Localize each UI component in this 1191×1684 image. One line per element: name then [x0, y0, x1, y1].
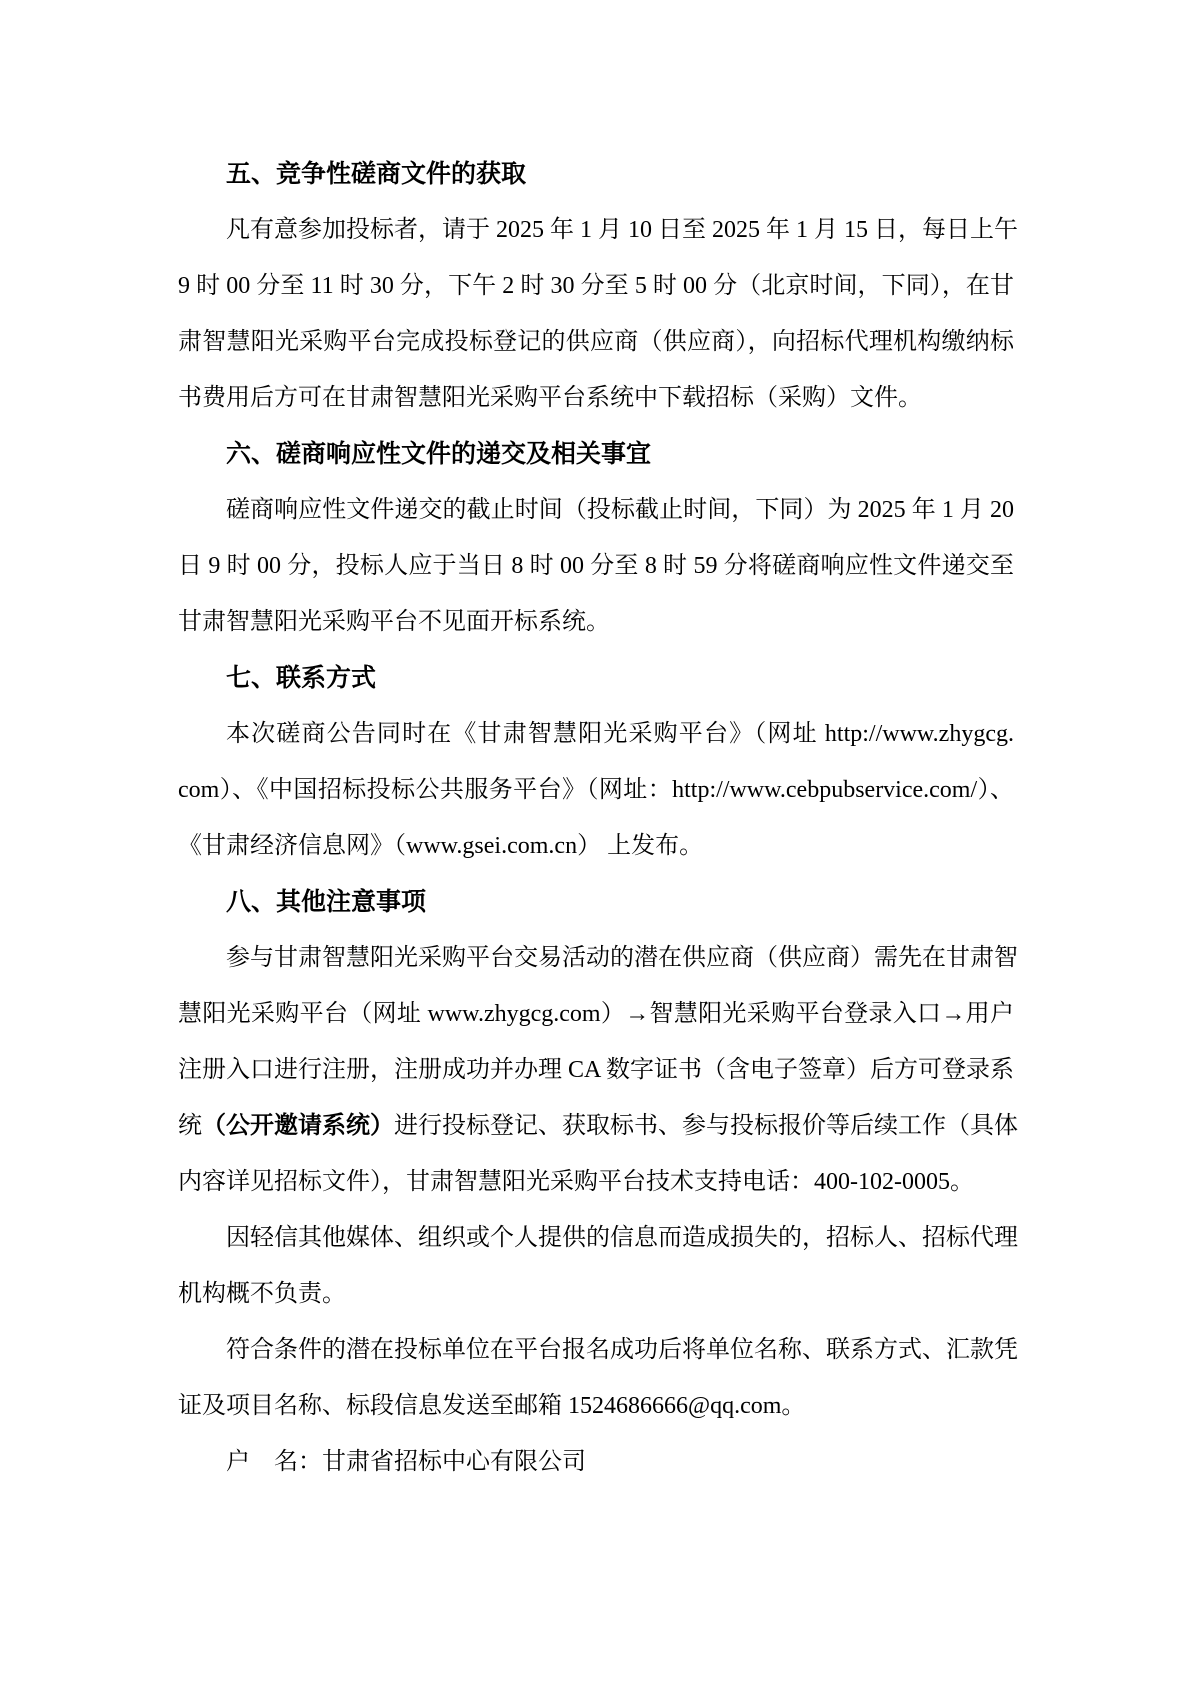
- section-8-line-1: 参与甘肃智慧阳光采购平台交易活动的潜在供应商（供应商）需先在甘肃智: [226, 945, 1018, 971]
- section-8-heading: 八、其他注意事项: [226, 888, 427, 916]
- section-8-line-5: 内容详见招标文件），甘肃智慧阳光采购平台技术支持电话：400-102-0005。: [178, 1169, 974, 1195]
- section-8-line-3: 注册入口进行注册，注册成功并办理 CA 数字证书（含电子签章）后方可登录系: [178, 1057, 1015, 1083]
- section-8-line-4: [178, 1098, 1018, 1154]
- section-5-line-2: 9 时 00 分至 11 时 30 分，下午 2 时 30 分至 5 时 00 分（北京时间，下同），在甘: [178, 273, 1014, 299]
- section-5-heading: 五、竞争性磋商文件的获取: [226, 160, 527, 188]
- section-5-line-3: 肃智慧阳光采购平台完成投标登记的供应商（供应商），向招标代理机构缴纳标: [178, 329, 1014, 355]
- line-4-pre-text: 统: [178, 1113, 202, 1139]
- section-5-line-4: 书费用后方可在甘肃智慧阳光采购平台系统中下载招标（采购）文件。: [178, 385, 922, 411]
- open-invitation-system-bold-text: （公开邀请系统）: [202, 1112, 394, 1139]
- section-7-line-3: 《甘肃经济信息网》（www.gsei.com.cn） 上发布。: [178, 833, 704, 859]
- section-5-line-1: 凡有意参加投标者，请于 2025 年 1 月 10 日至 2025 年 1 月 15 日，每日上午: [226, 217, 1018, 243]
- section-8-line-8: 符合条件的潜在投标单位在平台报名成功后将单位名称、联系方式、汇款凭: [226, 1337, 1018, 1363]
- section-8-line-2: 慧阳光采购平台（网址 www.zhygcg.com）→智慧阳光采购平台登录入口→用户: [178, 1001, 1014, 1027]
- section-7-line-1: 本次磋商公告同时在《甘肃智慧阳光采购平台》（网址 http://www.zhygcg.: [226, 721, 1014, 747]
- section-8-other-notices: [178, 874, 1018, 1490]
- section-5-acquisition-of-documents: [178, 146, 1018, 426]
- section-6-line-3: 甘肃智慧阳光采购平台不见面开标系统。: [178, 609, 610, 635]
- section-6-heading: 六、磋商响应性文件的递交及相关事宜: [226, 440, 652, 468]
- account-name-line: 户 名：甘肃省招标中心有限公司: [226, 1449, 586, 1475]
- section-8-line-9: 证及项目名称、标段信息发送至邮箱 1524686666@qq.com。: [178, 1393, 806, 1419]
- line-4-post-text: 进行投标登记、获取标书、参与投标报价等后续工作（具体: [394, 1113, 1018, 1139]
- section-6-line-1: 磋商响应性文件递交的截止时间（投标截止时间，下同）为 2025 年 1 月 20: [226, 497, 1014, 523]
- section-8-line-7: 机构概不负责。: [178, 1281, 346, 1307]
- section-7-contact-information: [178, 650, 1014, 874]
- section-7-heading: 七、联系方式: [226, 664, 377, 692]
- section-7-line-2: com）、《中国招标投标公共服务平台》（网址：http://www.cebpubservice.com/）、: [178, 777, 1014, 803]
- section-6-response-document-submission: [178, 426, 1014, 650]
- section-8-line-6: 因轻信其他媒体、组织或个人提供的信息而造成损失的，招标人、招标代理: [226, 1225, 1018, 1251]
- section-6-line-2: 日 9 时 00 分，投标人应于当日 8 时 00 分至 8 时 59 分将磋商响应性文件递交至: [178, 553, 1014, 579]
